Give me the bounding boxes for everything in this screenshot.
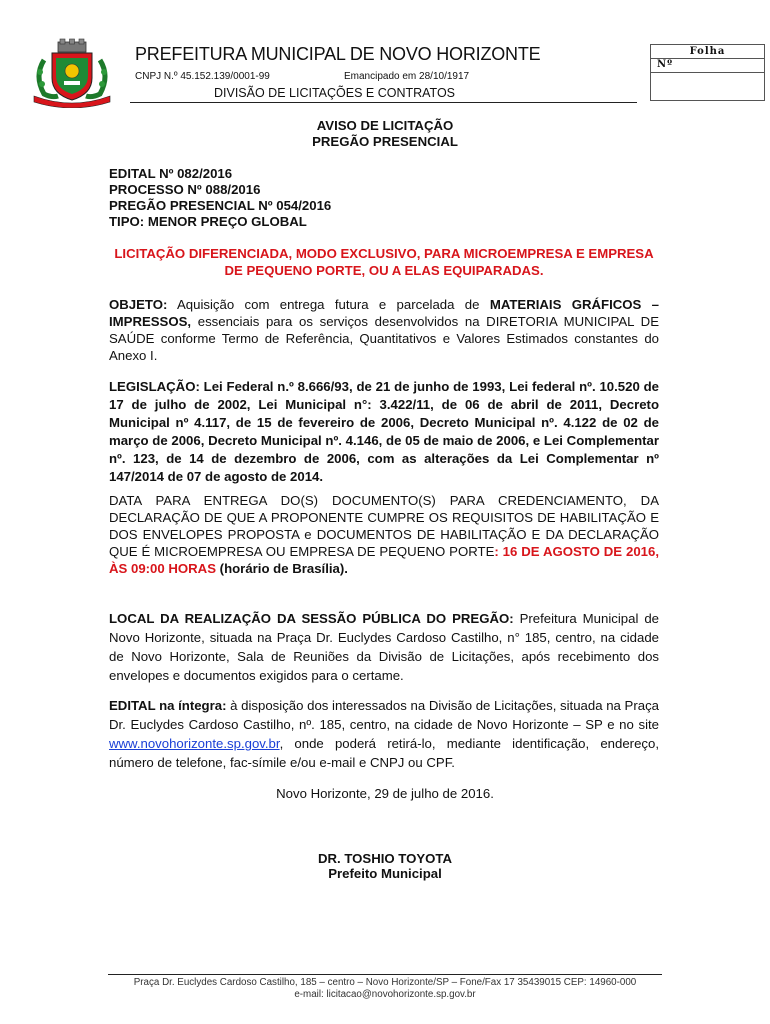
pregao-number: PREGÃO PRESENCIAL Nº 054/2016 (109, 198, 332, 213)
website-link[interactable]: www.novohorizonte.sp.gov.br (109, 736, 280, 751)
emancipation-date: Emancipado em 28/10/1917 (344, 71, 470, 82)
edital-integra-text-2: , onde poderá retirá-lo, mediante identificação, endereço, número de telefone, fac-símile e/ou e-mail e CNPJ ou CPF. (109, 736, 659, 770)
cnpj-number: CNPJ N.º 45.152.139/0001-99 (135, 71, 270, 82)
data-entrega-timezone: (horário de Brasília). (216, 561, 348, 576)
edital-integra-paragraph (109, 696, 659, 772)
processo-number: PROCESSO Nº 088/2016 (109, 182, 261, 197)
footer-address: Praça Dr. Euclydes Cardoso Castilho, 185 – centro – Novo Horizonte/SP – Fone/Fax 17 35439015 CEP: 14960-000 (133, 977, 637, 988)
objeto-label: OBJETO: (109, 297, 168, 312)
objeto-text-1: Aquisição com entrega futura e parcelada de (167, 297, 490, 312)
org-title: PREFEITURA MUNICIPAL DE NOVO HORIZONTE (135, 44, 541, 64)
objeto-text-2: essenciais para os serviços desenvolvidos na DIRETORIA MUNICIPAL DE SAÚDE conforme Termo de Referência, Quantitativos e Valores Estimados constantes do Anexo I. (109, 314, 659, 363)
objeto-paragraph (109, 296, 659, 364)
local-label: LOCAL DA REALIZAÇÃO DA SESSÃO PÚBLICA DO PREGÃO: (109, 611, 514, 626)
local-paragraph (109, 609, 659, 685)
data-entrega-paragraph (109, 492, 659, 577)
exclusivity-notice: LICITAÇÃO DIFERENCIADA, MODO EXCLUSIVO, PARA MICROEMPRESA E EMPRESA DE PEQUENO PORTE, OU A ELAS EQUIPARADAS. (114, 246, 654, 278)
data-entrega-text: DATA PARA ENTREGA DO(S) DOCUMENTO(S) PARA CREDENCIAMENTO, DA DECLARAÇÃO DE QUE A PROPONENTE CUMPRE OS REQUISITOS DE HABILITAÇÃO E DOS ENVELOPES PROPOSTA e DOCUMENTOS DE HABILITAÇÃO E DA DECLARAÇÃO QUE É MICROEMPRESA OU EMPRESA DE PEQUENO PORTE (109, 493, 659, 559)
header-divider (130, 102, 637, 103)
footer-email: e-mail: licitacao@novohorizonte.sp.gov.br (294, 989, 476, 1000)
place-date: Novo Horizonte, 29 de julho de 2016. (276, 786, 494, 801)
footer-divider (108, 974, 662, 975)
local-text: Prefeitura Municipal de Novo Horizonte, situada na Praça Dr. Euclydes Cardoso Castilho, n° 185, centro, na cidade de Novo Horizonte, Sala de Reuniões da Divisão de Licitações, após recebimento dos envelopes e documentos exigidos para o certame. (109, 611, 659, 683)
objeto-items: MATERIAIS GRÁFICOS – IMPRESSOS, (109, 297, 659, 329)
municipal-crest-logo (30, 38, 114, 108)
numero-label: Nº (657, 59, 674, 70)
folha-label: Folha (689, 46, 726, 57)
data-entrega-colon: : (494, 544, 499, 559)
signer-name: DR. TOSHIO TOYOTA (317, 851, 453, 866)
edital-number: EDITAL Nº 082/2016 (109, 166, 233, 181)
notice-subtitle: PREGÃO PRESENCIAL (312, 134, 458, 149)
edital-integra-text-1: à disposição dos interessados na Divisão de Licitações, situada na Praça Dr. Euclydes Cardoso Castilho, nº. 185, centro, na cidade de Novo Horizonte – SP e no site (109, 698, 659, 732)
reference-block (109, 166, 331, 230)
folha-stamp-box (650, 44, 765, 101)
division-name: DIVISÃO DE LICITAÇÕES E CONTRATOS (214, 86, 456, 100)
data-entrega-date: 16 DE AGOSTO DE 2016, ÀS 09:00 HORAS (109, 544, 659, 576)
tipo-criterion: TIPO: MENOR PREÇO GLOBAL (109, 214, 307, 229)
legislacao-paragraph: LEGISLAÇÃO: Lei Federal n.º 8.666/93, de 21 de junho de 1993, Lei federal nº. 10.520 de 17 de julho de 2002, Lei Municipal n°: 3.422/11, de 06 de abril de 2011, Decreto Municipal nº 4.117, de 15 de fevereiro de 2006, Decreto Municipal nº. 4.122 de 02 de março de 2006, Decreto Municipal nº. 4.146, de 05 de maio de 2006, e Lei Complementar nº. 123, de 14 de dezembro de 2006, com as alterações da Lei Complementar nº 147/2014 de 07 de agosto de 2014. (109, 379, 659, 484)
signer-role: Prefeito Municipal (328, 866, 442, 881)
edital-integra-label: EDITAL na íntegra: (109, 698, 227, 713)
notice-title: AVISO DE LICITAÇÃO (316, 118, 454, 133)
